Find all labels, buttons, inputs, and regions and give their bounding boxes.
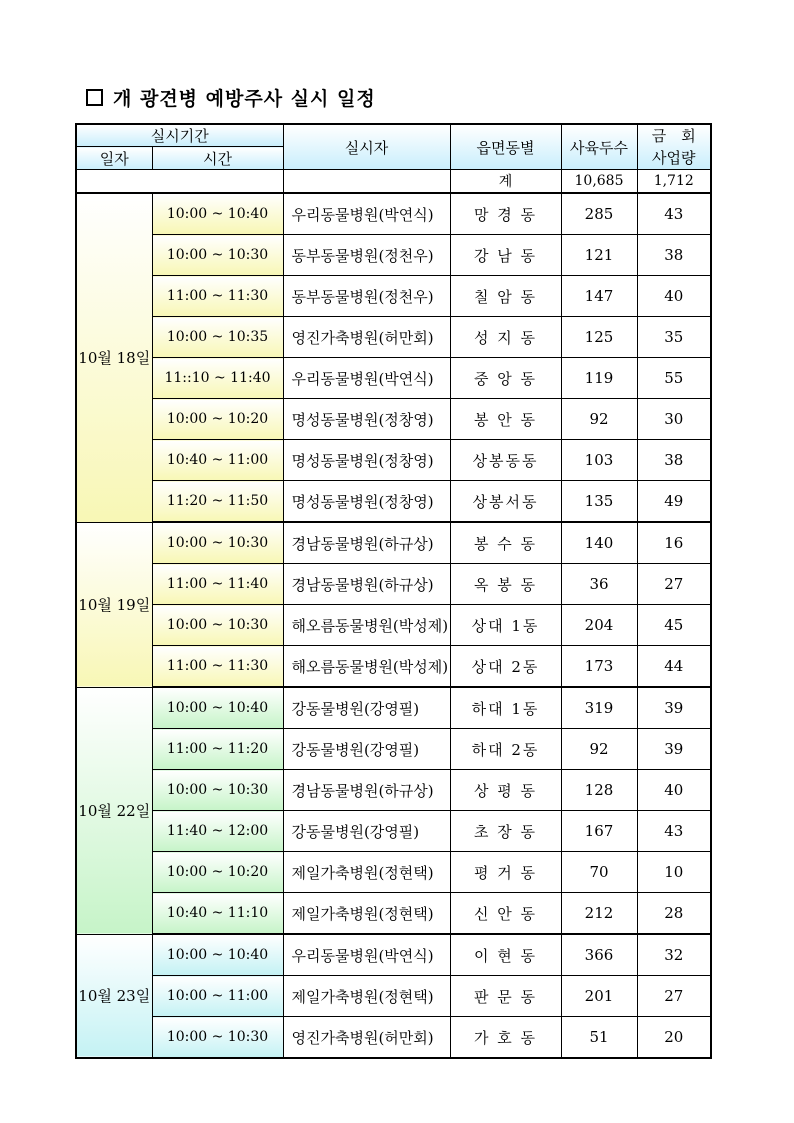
amount-cell: 38 [637,440,711,481]
time-cell: 11:00 ~ 11:20 [152,729,283,770]
vet-cell: 우리동물병원(박연식) [283,934,450,976]
time-cell: 11:20 ~ 11:50 [152,481,283,523]
date-cell: 10월 18일 [76,193,152,522]
district-cell: 봉 수 동 [450,522,561,564]
table-row [76,811,711,852]
district-cell: 칠 암 동 [450,276,561,317]
table-row [76,564,711,605]
district-cell: 봉 안 동 [450,399,561,440]
count-cell: 103 [561,440,637,481]
vet-cell: 우리동물병원(박연식) [283,193,450,235]
vet-cell: 강동물병원(강영필) [283,811,450,852]
schedule-table [75,123,712,1059]
table-row [76,893,711,935]
district-cell: 성 지 동 [450,317,561,358]
header-date: 일자 [76,147,152,170]
district-cell: 상봉서동 [450,481,561,523]
count-cell: 119 [561,358,637,399]
count-cell: 128 [561,770,637,811]
table-row [76,934,711,976]
count-cell: 121 [561,235,637,276]
count-cell: 140 [561,522,637,564]
table-row [76,193,711,235]
amount-cell: 38 [637,235,711,276]
vet-cell: 경남동물병원(하규상) [283,770,450,811]
vet-cell: 동부동물병원(정천우) [283,235,450,276]
time-cell: 11:00 ~ 11:30 [152,646,283,688]
table-row [76,235,711,276]
district-cell: 상대 2동 [450,646,561,688]
count-cell: 173 [561,646,637,688]
time-cell: 10:00 ~ 11:00 [152,976,283,1017]
table-row [76,687,711,729]
count-cell: 51 [561,1017,637,1059]
district-cell: 신 안 동 [450,893,561,935]
count-cell: 212 [561,893,637,935]
amount-cell: 32 [637,934,711,976]
vet-cell: 영진가축병원(허만회) [283,1017,450,1059]
count-cell: 125 [561,317,637,358]
amount-cell: 30 [637,399,711,440]
time-cell: 10:00 ~ 10:40 [152,193,283,235]
total-blank-period [76,170,283,194]
vet-cell: 제일가축병원(정현택) [283,976,450,1017]
amount-cell: 10 [637,852,711,893]
district-cell: 상대 1동 [450,605,561,646]
count-cell: 70 [561,852,637,893]
time-cell: 10:00 ~ 10:30 [152,235,283,276]
header-period: 실시기간 [76,124,283,147]
count-cell: 147 [561,276,637,317]
table-header [76,124,711,193]
count-cell: 285 [561,193,637,235]
header-time: 시간 [152,147,283,170]
table-row [76,605,711,646]
vet-cell: 경남동물병원(하규상) [283,564,450,605]
district-cell: 가 호 동 [450,1017,561,1059]
header-amount-line2: 사업량 [652,149,696,167]
table-row [76,317,711,358]
date-cell: 10월 23일 [76,934,152,1058]
district-cell: 중 앙 동 [450,358,561,399]
amount-cell: 27 [637,564,711,605]
amount-cell: 27 [637,976,711,1017]
table-row [76,729,711,770]
time-cell: 10:40 ~ 11:00 [152,440,283,481]
district-cell: 하대 1동 [450,687,561,729]
table-row [76,522,711,564]
amount-cell: 44 [637,646,711,688]
count-cell: 201 [561,976,637,1017]
table-body [76,193,711,1058]
count-cell: 135 [561,481,637,523]
page-title-text: 개 광견병 예방주사 실시 일정 [113,88,376,110]
total-amount: 1,712 [637,170,711,194]
district-cell: 상 평 동 [450,770,561,811]
page-title [86,84,376,111]
vet-cell: 강동물병원(강영필) [283,729,450,770]
header-count: 사육두수 [561,124,637,170]
vet-cell: 제일가축병원(정현택) [283,893,450,935]
time-cell: 11::10 ~ 11:40 [152,358,283,399]
time-cell: 10:00 ~ 10:30 [152,522,283,564]
table-row [76,358,711,399]
header-vet: 실시자 [283,124,450,170]
vet-cell: 경남동물병원(하규상) [283,522,450,564]
time-cell: 10:00 ~ 10:40 [152,687,283,729]
amount-cell: 39 [637,687,711,729]
time-cell: 10:00 ~ 10:20 [152,852,283,893]
count-cell: 36 [561,564,637,605]
amount-cell: 43 [637,193,711,235]
district-cell: 옥 봉 동 [450,564,561,605]
time-cell: 10:00 ~ 10:20 [152,399,283,440]
amount-cell: 16 [637,522,711,564]
amount-cell: 39 [637,729,711,770]
district-cell: 평 거 동 [450,852,561,893]
header-amount-line1: 금 회 [651,127,696,145]
count-cell: 92 [561,729,637,770]
time-cell: 11:40 ~ 12:00 [152,811,283,852]
count-cell: 167 [561,811,637,852]
vet-cell: 영진가축병원(허만회) [283,317,450,358]
vet-cell: 명성동물병원(정창영) [283,440,450,481]
table-row [76,481,711,523]
vet-cell: 명성동물병원(정창영) [283,399,450,440]
amount-cell: 35 [637,317,711,358]
table-row [76,646,711,688]
amount-cell: 20 [637,1017,711,1059]
district-cell: 초 장 동 [450,811,561,852]
table-row [76,976,711,1017]
vet-cell: 해오름동물병원(박성제) [283,646,450,688]
total-blank-vet [283,170,450,194]
time-cell: 11:00 ~ 11:30 [152,276,283,317]
time-cell: 11:00 ~ 11:40 [152,564,283,605]
amount-cell: 49 [637,481,711,523]
table-row [76,276,711,317]
count-cell: 319 [561,687,637,729]
amount-cell: 45 [637,605,711,646]
vet-cell: 제일가축병원(정현택) [283,852,450,893]
amount-cell: 28 [637,893,711,935]
count-cell: 366 [561,934,637,976]
table-row [76,770,711,811]
amount-cell: 40 [637,276,711,317]
time-cell: 10:00 ~ 10:40 [152,934,283,976]
time-cell: 10:00 ~ 10:30 [152,770,283,811]
time-cell: 10:40 ~ 11:10 [152,893,283,935]
table-row [76,1017,711,1059]
date-cell: 10월 22일 [76,687,152,934]
header-amount [637,124,711,170]
time-cell: 10:00 ~ 10:30 [152,605,283,646]
date-cell: 10월 19일 [76,522,152,687]
vet-cell: 우리동물병원(박연식) [283,358,450,399]
table-row [76,852,711,893]
time-cell: 10:00 ~ 10:35 [152,317,283,358]
checkbox-square-icon [86,89,103,106]
amount-cell: 43 [637,811,711,852]
count-cell: 204 [561,605,637,646]
vet-cell: 동부동물병원(정천우) [283,276,450,317]
total-count: 10,685 [561,170,637,194]
district-cell: 하대 2동 [450,729,561,770]
count-cell: 92 [561,399,637,440]
table-row [76,399,711,440]
time-cell: 10:00 ~ 10:30 [152,1017,283,1059]
district-cell: 강 남 동 [450,235,561,276]
total-label: 계 [450,170,561,194]
district-cell: 판 문 동 [450,976,561,1017]
district-cell: 이 현 동 [450,934,561,976]
header-district: 읍면동별 [450,124,561,170]
vet-cell: 강동물병원(강영필) [283,687,450,729]
district-cell: 상봉동동 [450,440,561,481]
amount-cell: 40 [637,770,711,811]
table-row [76,440,711,481]
district-cell: 망 경 동 [450,193,561,235]
amount-cell: 55 [637,358,711,399]
vet-cell: 명성동물병원(정창영) [283,481,450,523]
vet-cell: 해오름동물병원(박성제) [283,605,450,646]
total-row [76,170,711,194]
